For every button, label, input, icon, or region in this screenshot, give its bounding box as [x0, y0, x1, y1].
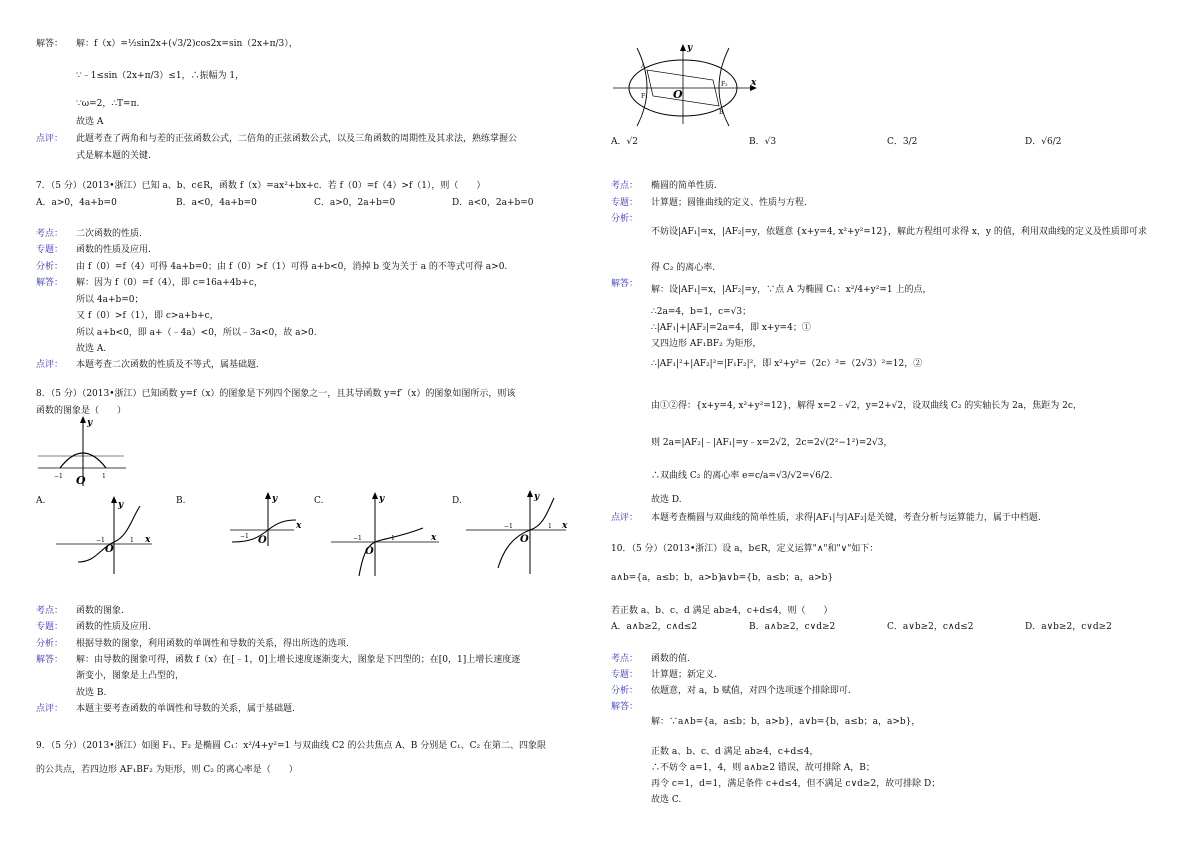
q9-jieda-line: ∴双曲线 C₂ 的离心率 e=c/a=√3/√2=√6/2.	[651, 471, 833, 481]
graph-tick-label: −1	[54, 473, 63, 480]
q7-jieda-label: 解答：	[36, 278, 64, 288]
q9-stem: 的公共点，若四边形 AF₁BF₂ 为矩形，则 C₂ 的离心率是（ ）	[36, 765, 298, 775]
q9-jieda-line: ∴|AF₁|+|AF₂|=2a=4，即 x+y=4；①	[651, 323, 811, 333]
q10-kaodian-label: 考点：	[611, 654, 639, 664]
q9-option: B．√3	[749, 137, 777, 147]
q8-jieda-line: 渐变小，图象是上凸型的，	[76, 671, 185, 681]
q7-option: D．a<0，2a+b=0	[452, 198, 534, 208]
q6-comment-line: 此题考查了两角和与差的正弦函数公式，二倍角的正弦函数公式，以及三角函数的周期性及其求法，熟练掌握公	[76, 134, 518, 144]
q9-zhuanti-label: 专题：	[611, 198, 639, 208]
figure-point-a: A	[641, 63, 646, 70]
q10-option: B．a∧b≥2，c∨d≥2	[749, 622, 836, 632]
q7-dianping: 本题考查二次函数的性质及不等式，属基础题.	[76, 360, 259, 370]
q8-jieda-label: 解答：	[36, 655, 64, 665]
option-c-graph	[331, 490, 441, 580]
q8-kaodian-label: 考点：	[36, 606, 64, 616]
q8-option: B.	[176, 496, 186, 506]
q10-def-or: a∨b={b，a≤b；a，a>b}	[721, 573, 834, 583]
figure-focus-f2: F₂	[721, 81, 728, 88]
q10-jieda-line: ∴不妨令 a=1，4，则 a∧b≥2 错误，故可排除 A，B；	[651, 763, 875, 773]
q10-jieda-line: 解：∵a∧b={a，a≤b；b，a>b}，a∨b={b，a≤b；a，a>b}，	[651, 717, 921, 727]
figure-x-label: x	[751, 78, 757, 88]
q6-solution-line: ∵﹣1≤sin（2x+π/3）≤1，∴振幅为 1，	[76, 71, 245, 81]
q8-dianping: 本题主要考查函数的单调性和导数的关系，属于基础题.	[76, 704, 295, 714]
derivative-graph	[36, 414, 128, 490]
graph-y-label: y	[87, 418, 93, 428]
q9-kaodian: 椭圆的简单性质.	[651, 181, 717, 191]
q10-fenxi-label: 分析：	[611, 686, 639, 696]
q8-dianping-label: 点评：	[36, 704, 64, 714]
graph-tick-label: 1	[130, 537, 134, 544]
graph-origin-label: O	[365, 546, 374, 557]
q8-option: C.	[314, 496, 324, 506]
q10-zhuanti: 计算题；新定义.	[651, 670, 717, 680]
q9-fenxi-label: 分析：	[611, 214, 639, 224]
q9-jieda-line: 由①②得：{x+y=4, x²+y²=12}，解得 x=2﹣√2，y=2+√2，设双曲线 C₂ 的实轴长为 2a，焦距为 2c，	[651, 401, 1082, 411]
graph-origin-label: O	[258, 535, 267, 546]
option-b-graph	[196, 490, 302, 570]
q7-jieda-line: 解：因为 f（0）=f（4），即 c=16a+4b+c，	[76, 278, 263, 288]
graph-y-label: y	[118, 500, 124, 510]
q7-jieda-line: 所以 a+b<0，即 a+（﹣4a）<0，所以﹣3a<0，故 a>0.	[76, 328, 317, 338]
graph-tick-label: −1	[504, 523, 513, 530]
q9-dianping: 本题考查椭圆与双曲线的简单性质，求得|AF₁|与|AF₂|是关键，考查分析与运算能力，属于中档题.	[651, 513, 1041, 523]
q7-jieda-line: 又 f（0）>f（1），即 c>a+b+c，	[76, 311, 219, 321]
q10-zhuanti-label: 专题：	[611, 670, 639, 680]
q7-zhuanti: 函数的性质及应用.	[76, 245, 151, 255]
figure-point-b: B	[719, 109, 724, 116]
q8-zhuanti: 函数的性质及应用.	[76, 622, 151, 632]
option-a-graph	[56, 496, 156, 576]
q7-fenxi: 由 f（0）=f（4）可得 4a+b=0；由 f（0）>f（1）可得 a+b<0，消掉 b 变为关于 a 的不等式可得 a>0.	[76, 262, 508, 272]
q9-jieda-line: 解：设|AF₁|=x，|AF₂|=y，∵点 A 为椭圆 C₁：x²/4+y²=1 上的点，	[651, 285, 932, 295]
graph-y-label: y	[379, 494, 385, 504]
q8-jieda-line: 故选 B.	[76, 688, 107, 698]
q8-stem: 8．（5 分）（2013•浙江）已知函数 y=f（x）的图象是下列四个图象之一，且其导函数 y=f′（x）的图象如图所示，则该	[36, 389, 516, 399]
q10-option: D．a∨b≥2，c∨d≥2	[1025, 622, 1112, 632]
q7-option: A．a>0，4a+b=0	[36, 198, 117, 208]
q7-jieda-line: 故选 A.	[76, 344, 107, 354]
option-d-graph	[466, 488, 576, 578]
q10-option: C．a∨b≥2，c∧d≤2	[887, 622, 974, 632]
graph-tick-label: 1	[391, 535, 395, 542]
graph-tick-label: −1	[96, 537, 105, 544]
q9-jieda-line: 则 2a=|AF₂|﹣|AF₁|=y﹣x=2√2，2c=2√(2²−1²)=2√3，	[651, 438, 893, 448]
q6-comment-label: 点评：	[36, 134, 64, 144]
q9-kaodian-label: 考点：	[611, 181, 639, 191]
ellipse-hyperbola-figure	[611, 40, 761, 126]
q9-stem: 9．（5 分）（2013•浙江）如图 F₁、F₂ 是椭圆 C₁：x²/4+y²=1 与双曲线 C2 的公共焦点 A、B 分别是 C₁、C₂ 在第二、四象限	[36, 741, 546, 751]
q10-kaodian: 函数的值.	[651, 654, 690, 664]
q10-jieda-line: 故选 C.	[651, 795, 682, 805]
q7-option: C．a>0，2a+b=0	[314, 198, 396, 208]
q10-stem: 10．（5 分）（2013•浙江）设 a，b∈R，定义运算"∧"和"∨"如下：	[611, 544, 879, 554]
graph-x-label: x	[296, 521, 302, 531]
q9-fenxi: 得 C₂ 的离心率.	[651, 263, 716, 273]
graph-origin-label: O	[520, 534, 529, 545]
q7-jieda-line: 所以 4a+b=0；	[76, 295, 144, 305]
q6-solution-line: ∵ω=2，∴T=π.	[76, 99, 140, 109]
graph-tick-label: −1	[240, 533, 249, 540]
q6-comment-line: 式是解本题的关键.	[76, 151, 151, 161]
q8-jieda-line: 解：由导数的图象可得，函数 f（x）在[﹣1，0]上增长速度逐渐变大，图象是下凹型的；在[0，1]上增长速度逐	[76, 655, 521, 665]
q9-jieda-line: ∴2a=4，b=1，c=√3；	[651, 307, 752, 317]
q6-solution-line: 解：f（x）=½sin2x+(√3/2)cos2x=sin（2x+π/3），	[76, 39, 298, 49]
q9-jieda-line: ∴|AF₁|²+|AF₂|²=|F₁F₂|²，即 x²+y²=（2c）²=（2√3）²=12，②	[651, 359, 923, 369]
q9-fenxi: 不妨设|AF₁|=x，|AF₂|=y，依题意 {x+y=4, x²+y²=12}，解此方程组可求得 x，y 的值，利用双曲线的定义及性质即可求	[651, 227, 1147, 237]
graph-tick-label: 1	[548, 523, 552, 530]
q8-zhuanti-label: 专题：	[36, 622, 64, 632]
q9-option: C．3/2	[887, 137, 918, 147]
q10-def-and: a∧b={a，a≤b；b，a>b}	[611, 573, 724, 583]
q8-option: D.	[452, 496, 462, 506]
graph-tick-label: −1	[353, 535, 362, 542]
q10-option: A．a∧b≥2，c∧d≤2	[611, 622, 698, 632]
q7-stem: 7．（5 分）（2013•浙江）已知 a、b、c∈R，函数 f（x）=ax²+bx+c．若 f（0）=f（4）>f（1），则（ ）	[36, 181, 486, 191]
graph-tick-label: 1	[102, 473, 106, 480]
graph-origin-label: O	[76, 474, 86, 487]
q6-solution-line: 故选 A	[76, 117, 104, 127]
q9-jieda-line: 故选 D.	[651, 495, 682, 505]
q9-jieda-label: 解答：	[611, 279, 639, 289]
q9-option: D．√6/2	[1025, 137, 1062, 147]
q10-fenxi: 依题意，对 a，b 赋值，对四个选项逐个排除即可.	[651, 686, 851, 696]
q7-zhuanti-label: 专题：	[36, 245, 64, 255]
q8-stem: 函数的图象是（ ）	[36, 406, 127, 416]
q10-jieda-line: 再令 c=1，d=1，满足条件 c+d≤4，但不满足 c∨d≥2，故可排除 D；	[651, 779, 941, 789]
q9-zhuanti: 计算题；圆锥曲线的定义、性质与方程.	[651, 198, 807, 208]
graph-x-label: x	[431, 533, 437, 543]
graph-y-label: y	[534, 492, 540, 502]
q8-fenxi: 根据导数的图象，利用函数的单调性和导数的关系，得出所选的选项.	[76, 639, 349, 649]
figure-y-label: y	[687, 43, 693, 53]
q10-jieda-label: 解答：	[611, 702, 639, 712]
figure-origin-label: O	[673, 88, 683, 101]
q10-stem: 若正数 a、b、c、d 满足 ab≥4，c+d≤4，则（ ）	[611, 606, 833, 616]
q10-jieda-line: 正数 a、b、c、d 满足 ab≥4，c+d≤4，	[651, 747, 819, 757]
q8-fenxi-label: 分析：	[36, 639, 64, 649]
graph-y-label: y	[272, 494, 278, 504]
q7-dianping-label: 点评：	[36, 360, 64, 370]
graph-x-label: x	[145, 535, 151, 545]
q9-option: A．√2	[611, 137, 638, 147]
q8-kaodian: 函数的图象.	[76, 606, 124, 616]
q9-dianping-label: 点评：	[611, 513, 639, 523]
graph-x-label: x	[562, 521, 568, 531]
graph-origin-label: O	[105, 544, 114, 555]
q6-solution-label: 解答：	[36, 39, 64, 49]
q7-fenxi-label: 分析：	[36, 262, 64, 272]
q8-option: A.	[36, 496, 46, 506]
figure-focus-f1: F₁	[641, 93, 648, 100]
q9-jieda-line: 又四边形 AF₁BF₂ 为矩形，	[651, 339, 762, 349]
q7-kaodian: 二次函数的性质.	[76, 229, 142, 239]
q7-kaodian-label: 考点：	[36, 229, 64, 239]
q7-option: B．a<0，4a+b=0	[176, 198, 257, 208]
